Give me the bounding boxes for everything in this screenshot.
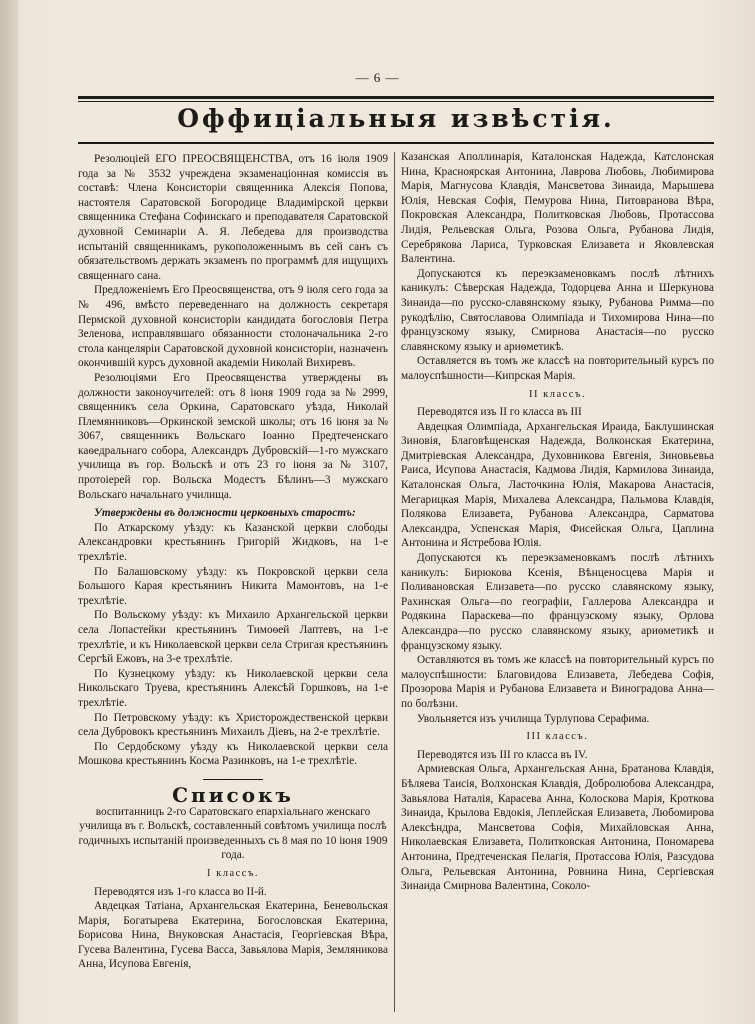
class-2-repeat: Оставляются въ томъ же классѣ на повторительный курсъ по малоуспѣшности: Благовидова Елизавета, Лебедева Софія, Прозорова Марія и Рубанова Елизавета и Виноградова Анна—по болѣзни. (401, 654, 714, 710)
class-3-names: Армиевская Ольга, Архангельская Анна, Братанова Клавдія, Бѣляева Таисія, Волхонская Клавдія, Добролюбова Александра, Завьялова Наталія, Карасева Анна, Колоскова Марія, Кроткова Зинаида, Крылова Евдокія, Леплейская Елизавета, Любомирова Алексѣндра, Мансветова Софія, Михайловская Анна, Николаевская Елизавета, Политковская Антонина, Пономарева Антонина, Предтеченская Пелагія, Протассова Юлія, Разсудова Ольга, Рельевская Антонина, Ровнина Нина, Сергіевская Зинаида Смирнова Валентина, Соколо- (401, 763, 714, 893)
left-column (78, 152, 388, 972)
column-divider (394, 152, 395, 1012)
class-1-repeat: Оставляется въ томъ же классѣ на повторительный курсъ по малоуспѣшности—Кипрская Марія. (401, 355, 714, 382)
class-2-heading: II классъ. (529, 388, 586, 400)
class-1-names-continued: Казанская Аполлинарія, Каталонская Надежда, Катслонская Нина, Красноярская Антонина, Лаврова Любовь, Любимирова Марія, Магнусова Клавдія, Мансветова Зинаида, Марышева Юлія, Невская Софія, Пемурова Нина, Питовранова Вѣра, Покровская Александра, Политковская Любовь, Протассова Лидія, Рельевская Ольга, Розова Ольга, Рубанова Лидія, Серебрякова Лариса, Турковская Елизавета и Яковлевская Валентина. (401, 151, 714, 266)
header-rule-thick (78, 96, 714, 99)
resolution-paragraph: Резолюціей ЕГО ПРЕОСВЯЩЕНСТВА, отъ 16 іюля 1909 года за № 3532 учреждена экзаменаціонная комиссія въ составѣ: Члена Консисторіи священника Алексія Попова, настоятеля Саратовской Богородице Владимірской церкви священника Стефана Софинскаго и преподавателя Саратовской духовной Семинаріи А. Я. Лебедева для производства испытаній священникамъ, рукоположеннымъ въ сей санъ съ обязательствомъ держать экзаменъ по программѣ для ищущихъ священнаго сана. (78, 153, 388, 282)
class-2-reexam: Допускаются къ переэкзаменовкамъ послѣ лѣтнихъ каникулъ: Бирюкова Ксенія, Вѣнценосцева Марія и Поливановская Елизавета—по русско славянскому языку, Рахинская Ольга—по географіи, Галлерова Александра и Родякина Параскева—по французскому языку, Орлова Александра—по русско славянскому языку, ариѳметикѣ и французскому языку. (401, 552, 714, 652)
elder-entry-kuznetsk: По Кузнецкому уѣзду: къ Николаевской церкви села Никольскаго Труева, крестьянинъ Алексѣй Горшковъ, на 1-е трехлѣтіе. (78, 667, 388, 709)
elder-entry-petrovsk: По Петровскому уѣзду: къ Христорождественской церкви села Дубровокъ крестьянинъ Михаилъ Діевъ, на 2-е трехлѣтіе. (78, 711, 388, 739)
class-2-transfer-line: Переводятся изъ II го класса въ III (417, 406, 582, 419)
elder-entry-serdobsk: По Сердобскому уѣзду къ Николаевской церкви села Мошкова крестьянинъ Косма Разинковъ, на 1-е трехлѣтіе. (78, 740, 388, 768)
page-binding-edge (0, 0, 18, 1024)
class-2-names: Авдецкая Олимпіада, Архангельская Ираида, Баклушинская Зиновія, Благовѣщенская Надежда, Волконская Екатерина, Дмитріевская Александра, Духовникова Евгенія, Зиновьевьа Раиса, Исупова Анастасія, Кадмова Лидія, Кармилова Зинаида, Каталонская Ольга, Ласточкина Юлія, Макарова Анастасія, Мегарицкая Марія, Михалева Александра, Пальмова Клавдія, Полякова Елизавета, Рубанова Александра, Сарматова Александра, Успенская Марія, Фисейская Ольга, Цаплина Антонина и Ястребова Юлія. (401, 420, 714, 550)
headline-rule-bottom (78, 142, 714, 144)
class-1-heading: I классъ. (207, 867, 259, 879)
class-3-heading: III классъ. (526, 731, 589, 743)
right-column (401, 150, 714, 894)
appointment-paragraph: Предложеніемъ Его Преосвященства, отъ 9 іюля сего года за № 496, вмѣсто переведеннаго на должность секретаря Пермской духовной консисторіи кандидата богословія Петра Зеленова, исправлявшаго обязанности столоначальника 2-го стола канцеляріи Саратовской духовной консисторіи, назначенъ окончившій курсъ духовной академіи Николай Вихиревъ. (78, 284, 388, 370)
elder-entry-volsk: По Вольскому уѣзду: къ Михаило Архангельской церкви села Лопастейки крестьянинъ Тимоѳей Лаптевъ, на 1-е трехлѣтіе, и къ Николаевской церкви села Стригая крестьянинъ Сергѣй Ежовъ, на 3-е трехлѣтіе. (78, 609, 388, 666)
class-3-transfer-line: Переводятся изъ III го класса въ IV. (417, 748, 588, 761)
elder-entry-balashov: По Балашовскому уѣзду: къ Покровской церкви села Большого Карая крестьянинъ Никита Мамонтовъ, на 1-е трехлѣтіе. (78, 565, 388, 607)
teachers-paragraph: Резолюціями Его Преосвященства утверждены въ должности законоучителей: отъ 8 іюня 1909 года за № 2999, священникъ села Оркина, Саратовскаго уѣзда, Николай Племянниковъ—Оркинской земской школы; отъ 16 іюня за № 3067, священникъ Вольскаго Іоанно Предтеченскаго каѳедральнаго собора, Александръ Дубровскій—1-го мужскаго училища въ гор. Вольскѣ и отъ 23 го іюня за № 3107, протоіерей гор. Вольска Модестъ Бѣлинъ—3 мужскаго Вольскаго начальнаго училища. (78, 371, 388, 501)
class-1-reexam: Допускаются къ переэкзаменовкамъ послѣ лѣтнихъ каникулъ: Сѣверская Надежда, Тодорцева Анна и Шеркунова Зинаида—по русско-славянскому языку, Рубанова Римма—по рукодѣлію, Святославова Олимпіада и Тихомирова Нина—по французскому языку, Смирнова Анастасія—по русско славянскому языку и ариѳметикѣ. (401, 267, 714, 353)
class-2-dismissed: Увольняется изъ училища Турлупова Серафима. (417, 712, 650, 725)
church-elders-heading: Утверждены въ должности церковныхъ старостъ: (94, 507, 356, 520)
list-separator-rule (203, 779, 263, 780)
section-headline: Оффиціальныя извѣстія. (177, 104, 615, 133)
class-1-transfer-line: Переводятся изъ 1-го класса во II-й. (94, 885, 267, 898)
elder-entry-atkarsk: По Аткарскому уѣзду: къ Казанской церкви слободы Александровки крестьянинъ Григорій Жидковъ, на 1-е трехлѣтіе. (78, 521, 388, 564)
page-number: — 6 — (355, 70, 400, 85)
list-subtitle: воспитанницъ 2-го Саратовскаго епархіальнаго женскаго училища въ г. Вольскѣ, составленный совѣтомъ училища послѣ годичныхъ испытаній произведенныхъ съ 8 мая по 10 іюня 1909 года. (78, 805, 388, 862)
list-title: Списокъ (172, 782, 294, 807)
header-rule-thin (78, 101, 714, 102)
class-1-names: Авдецкая Татіана, Архангельская Екатерина, Беневольская Марія, Богатырева Екатерина, Богословская Екатерина, Борисова Нина, Внуковская Анастасія, Георгіевская Вѣра, Гусева Валентина, Гусева Васса, Завьялова Марія, Земляникова Анна, Исупова Евгенія, (78, 900, 388, 971)
